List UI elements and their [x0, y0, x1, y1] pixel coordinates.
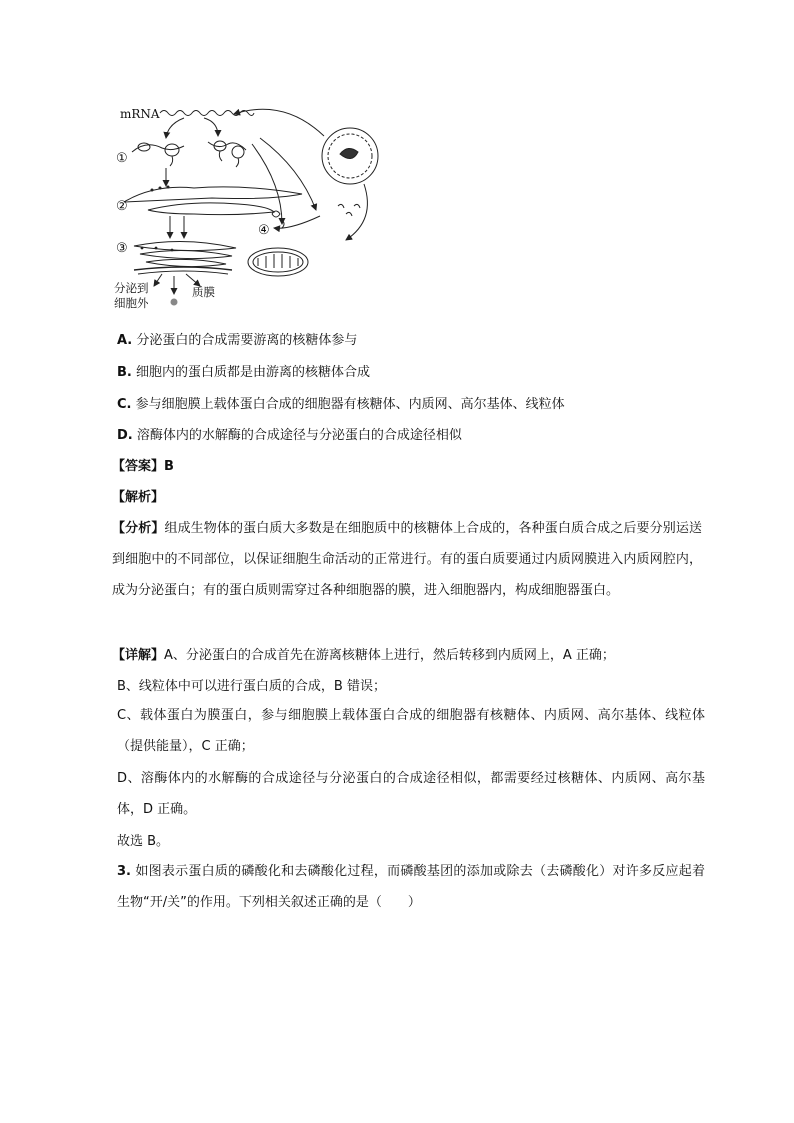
fenxi-paragraph	[112, 513, 702, 606]
mrna-arrow-left	[166, 118, 184, 138]
fenxi-text: 组成生物体的蛋白质大多数是在细胞质中的核糖体上合成的，各种蛋白质合成之后要分别运送到细胞中的不同部位，以保证细胞生命活动的正常进行。有的蛋白质要通过内质网膜进入内质网腔内，成为分泌蛋白；有的蛋白质则需穿过各种细胞器的膜，进入细胞器内，构成细胞器蛋白。	[112, 521, 702, 598]
question-3	[117, 856, 705, 918]
xiangjie-d: D、溶酶体内的水解酶的合成途径与分泌蛋白的合成途径相似，都需要经过核糖体、内质网、高尔基体，D 正确。	[117, 771, 705, 817]
secrete-label-2: 细胞外	[114, 296, 149, 310]
er-membrane	[124, 187, 302, 202]
label-2: ②	[116, 199, 128, 214]
mrna-label: mRNA	[120, 107, 160, 121]
membrane-label: 质膜	[192, 285, 215, 299]
option-c-text: 参与细胞膜上载体蛋白合成的细胞器有核糖体、内质网、高尔基体、线粒体	[135, 397, 565, 412]
answer-value: B	[164, 459, 174, 474]
answer-line	[112, 458, 174, 476]
secrete-label-1: 分泌到	[114, 281, 149, 295]
xiangjie-c: C、载体蛋白为膜蛋白，参与细胞膜上载体蛋白合成的细胞器有核糖体、内质网、高尔基体、线粒体（提供能量），C 正确；	[117, 708, 705, 754]
plasma-membrane	[134, 267, 232, 270]
option-a	[117, 332, 357, 350]
nucleus-to-mrna-arrow	[234, 109, 324, 136]
option-d-text: 溶酶体内的水解酶的合成途径与分泌蛋白的合成途径相似	[136, 428, 462, 443]
option-b	[117, 364, 370, 382]
diagram-svg	[112, 98, 380, 310]
label-4: ④	[258, 223, 270, 238]
label-1: ①	[116, 151, 128, 166]
option-b-letter: B.	[117, 365, 132, 380]
option-b-text: 细胞内的蛋白质都是由游离的核糖体合成	[136, 365, 371, 380]
answer-tag: 【答案】	[112, 459, 165, 474]
mrna-arrow-right	[204, 118, 218, 136]
label-3: ③	[116, 241, 128, 256]
option-d-letter: D.	[117, 428, 133, 443]
option-c-letter: C.	[117, 397, 132, 412]
mrna-strand	[160, 111, 254, 116]
analysis-heading: 【解析】	[112, 490, 165, 505]
xiangjie-a-text: A、分泌蛋白的合成首先在游离核糖体上进行，然后转移到内质网上，A 正确；	[164, 648, 615, 663]
question-3-text: 如图表示蛋白质的磷酸化和去磷酸化过程，而磷酸基团的添加或除去（去磷酸化）对许多反应起着生物“开/关”的作用。下列相关叙述正确的是（ ）	[117, 864, 705, 910]
option-d	[117, 427, 462, 445]
xiangjie-b: B、线粒体中可以进行蛋白质的合成，B 错误；	[117, 679, 386, 694]
fenxi-tag: 【分析】	[112, 521, 165, 536]
question-3-number: 3.	[117, 864, 131, 879]
option-c	[117, 396, 565, 414]
conclusion: 故选 B。	[117, 834, 170, 849]
xiangjie-tag: 【详解】	[112, 648, 165, 663]
xiangjie-a	[112, 647, 615, 665]
secreted-vesicle	[171, 299, 178, 306]
option-a-letter: A.	[117, 333, 133, 348]
golgi-apparatus	[134, 241, 236, 250]
protein-pathway-diagram	[112, 98, 380, 310]
option-a-text: 分泌蛋白的合成需要游离的核糖体参与	[136, 333, 358, 348]
